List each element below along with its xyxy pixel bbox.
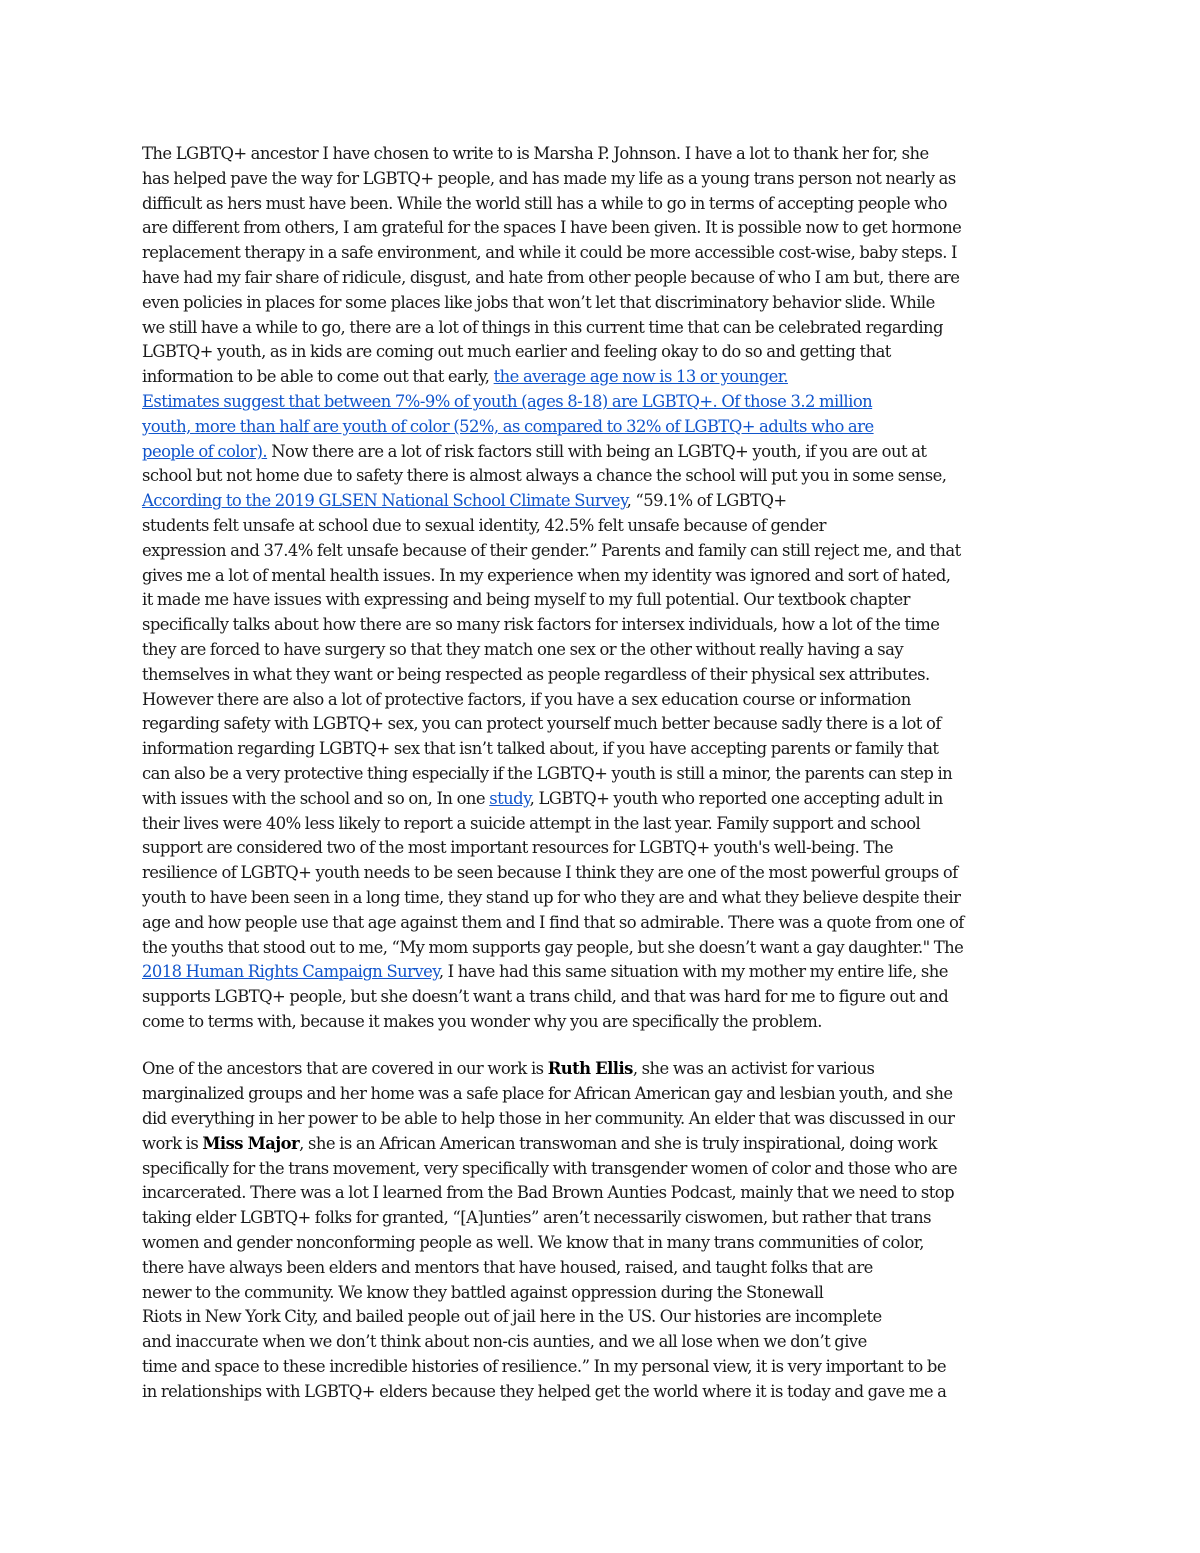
p2-line-4-before: work is [142,1133,203,1153]
p1-line-17: expression and 37.4% felt unsafe because of their gender.” Parents and family can still reject me, and that [142,540,961,560]
p1-line-32: age and how people use that age against them and I find that so admirable. There was a quote from one of [142,912,964,932]
p1-line-33: the youths that stood out to me, “My mom supports gay people, but she doesn’t want a gay daughter." The [142,937,964,957]
p2-line-4-after: , she is an African American transwoman and she is truly inspirational, doing work [299,1133,937,1153]
p1-line-10-text: information to be able to come out that early, [142,367,494,387]
p1-line-12 [142,415,1060,440]
p1-line-10 [142,365,1060,390]
p2-line-11: Riots in New York City, and bailed people out of jail here in the US. Our histories are incomplete [142,1307,882,1327]
link-study[interactable]: study [489,788,530,808]
paragraph-gap [142,1035,1060,1058]
document-body [142,142,1060,1405]
link-average-age[interactable]: the average age now is 13 or younger. [493,367,788,387]
p1-line-11 [142,390,1060,415]
link-hrc-survey[interactable]: 2018 Human Rights Campaign Survey [142,962,439,982]
p1-line-18: gives me a lot of mental health issues. In my experience when my identity was ignored and sort of hated, [142,565,951,585]
p1-line-24: regarding safety with LGBTQ+ sex, you can protect yourself much better because sadly there is a lot of [142,714,941,734]
p1-line-34-after: , I have had this same situation with my mother my entire life, she [438,962,948,982]
p1-line-28: their lives were 40% less likely to report a suicide attempt in the last year. Family support and school [142,813,921,833]
p1-line-34 [142,960,1060,985]
p1-line-15 [142,489,1060,514]
p1-line-22: themselves in what they want or being respected as people regardless of their physical sex attributes. [142,664,930,684]
p1-line-4: are different from others, I am grateful for the spaces I have been given. It is possible now to get hormone [142,218,962,238]
p1-line-3: difficult as hers must have been. While the world still has a while to go in terms of accepting people who [142,193,947,213]
p2-line-5: specifically for the trans movement, very specifically with transgender women of color and those who are [142,1158,957,1178]
p1-line-13 [142,440,1060,465]
p1-line-27-before: with issues with the school and so on, In one [142,788,490,808]
p2-line-7: taking elder LGBTQ+ folks for granted, “[A]unties” aren’t necessarily ciswomen, but rather that trans [142,1208,932,1228]
p1-line-35: supports LGBTQ+ people, but she doesn’t want a trans child, and that was hard for me to figure out and [142,987,949,1007]
p1-line-8: we still have a while to go, there are a lot of things in this current time that can be celebrated regarding [142,317,943,337]
p1-line-29: support are considered two of the most important resources for LGBTQ+ youth's well-being. The [142,838,894,858]
p1-line-19: it made me have issues with expressing and being myself to my full potential. Our textbook chapter [142,590,910,610]
p1-line-27 [142,787,1060,812]
p1-line-26: can also be a very protective thing especially if the LGBTQ+ youth is still a minor, the parents can step in [142,763,953,783]
p1-line-31: youth to have been seen in a long time, they stand up for who they are and what they believe despite their [142,887,961,907]
p2-line-14: in relationships with LGBTQ+ elders because they helped get the world where it is today and gave me a [142,1381,947,1401]
p2-line-8: women and gender nonconforming people as well. We know that in many trans communities of color, [142,1233,924,1253]
p2-line-6: incarcerated. There was a lot I learned from the Bad Brown Aunties Podcast, mainly that we need to stop [142,1183,955,1203]
p1-line-14: school but not home due to safety there is almost always a chance the school will put you in some sense, [142,466,947,486]
p2-line-10: newer to the community. We know they battled against oppression during the Stonewall [142,1282,824,1302]
p1-line-6: have had my fair share of ridicule, disgust, and hate from other people because of who I am but, there are [142,267,960,287]
p1-line-27-after: , LGBTQ+ youth who reported one accepting adult in [529,788,943,808]
p1-line-20: specifically talks about how there are so many risk factors for intersex individuals, how a lot of the time [142,615,940,635]
p1-line-15-text: , “59.1% of LGBTQ+ [626,491,787,511]
p1-line-21: they are forced to have surgery so that they match one sex or the other without really having a say [142,639,904,659]
p2-line-12: and inaccurate when we don’t think about non-cis aunties, and we all lose when we don’t give [142,1332,867,1352]
p2-line-1-after: , she was an activist for various [632,1059,875,1079]
name-ruth-ellis: Ruth Ellis [547,1059,633,1079]
p1-line-36: come to terms with, because it makes you wonder why you are specifically the problem. [142,1011,822,1031]
p2-line-1 [142,1057,1060,1082]
p1-line-23: However there are also a lot of protective factors, if you have a sex education course or information [142,689,911,709]
link-estimates-part-1[interactable]: Estimates suggest that between 7%-9% of youth (ages 8-18) are LGBTQ+. Of those 3.2 million [142,391,873,411]
link-estimates-part-2[interactable]: youth, more than half are youth of color (52%, as compared to 32% of LGBTQ+ adults who are [142,416,874,436]
p1-line-9: LGBTQ+ youth, as in kids are coming out much earlier and feeling okay to do so and getting that [142,342,891,362]
link-estimates-part-3[interactable]: people of color). [142,441,268,461]
p1-line-25: information regarding LGBTQ+ sex that isn’t talked about, if you have accepting parents or family that [142,739,939,759]
p2-line-13: time and space to these incredible histories of resilience.” In my personal view, it is very important to be [142,1357,946,1377]
link-glsen-survey[interactable]: According to the 2019 GLSEN National School Climate Survey [142,491,627,511]
p1-line-5: replacement therapy in a safe environment, and while it could be more accessible cost-wise, baby steps. I [142,243,957,263]
p2-line-3: did everything in her power to be able to help those in her community. An elder that was discussed in our [142,1109,955,1129]
p2-line-1-before: One of the ancestors that are covered in our work is [142,1059,548,1079]
p1-line-1: The LGBTQ+ ancestor I have chosen to write to is Marsha P. Johnson. I have a lot to thank her for, she [142,144,929,163]
p1-line-16: students felt unsafe at school due to sexual identity, 42.5% felt unsafe because of gender [142,515,826,535]
p1-line-7: even policies in places for some places like jobs that won’t let that discriminatory behavior slide. While [142,292,935,312]
p1-line-13-text: Now there are a lot of risk factors still with being an LGBTQ+ youth, if you are out at [267,441,927,461]
p1-line-2: has helped pave the way for LGBTQ+ people, and has made my life as a young trans person not nearly as [142,168,956,188]
p2-line-9: there have always been elders and mentors that have housed, raised, and taught folks that are [142,1257,873,1277]
name-miss-major: Miss Major [202,1133,300,1153]
p2-line-2: marginalized groups and her home was a safe place for African American gay and lesbian youth, and she [142,1084,953,1104]
p1-line-30: resilience of LGBTQ+ youth needs to be seen because I think they are one of the most powerful groups of [142,863,958,883]
p2-line-4 [142,1132,1060,1157]
